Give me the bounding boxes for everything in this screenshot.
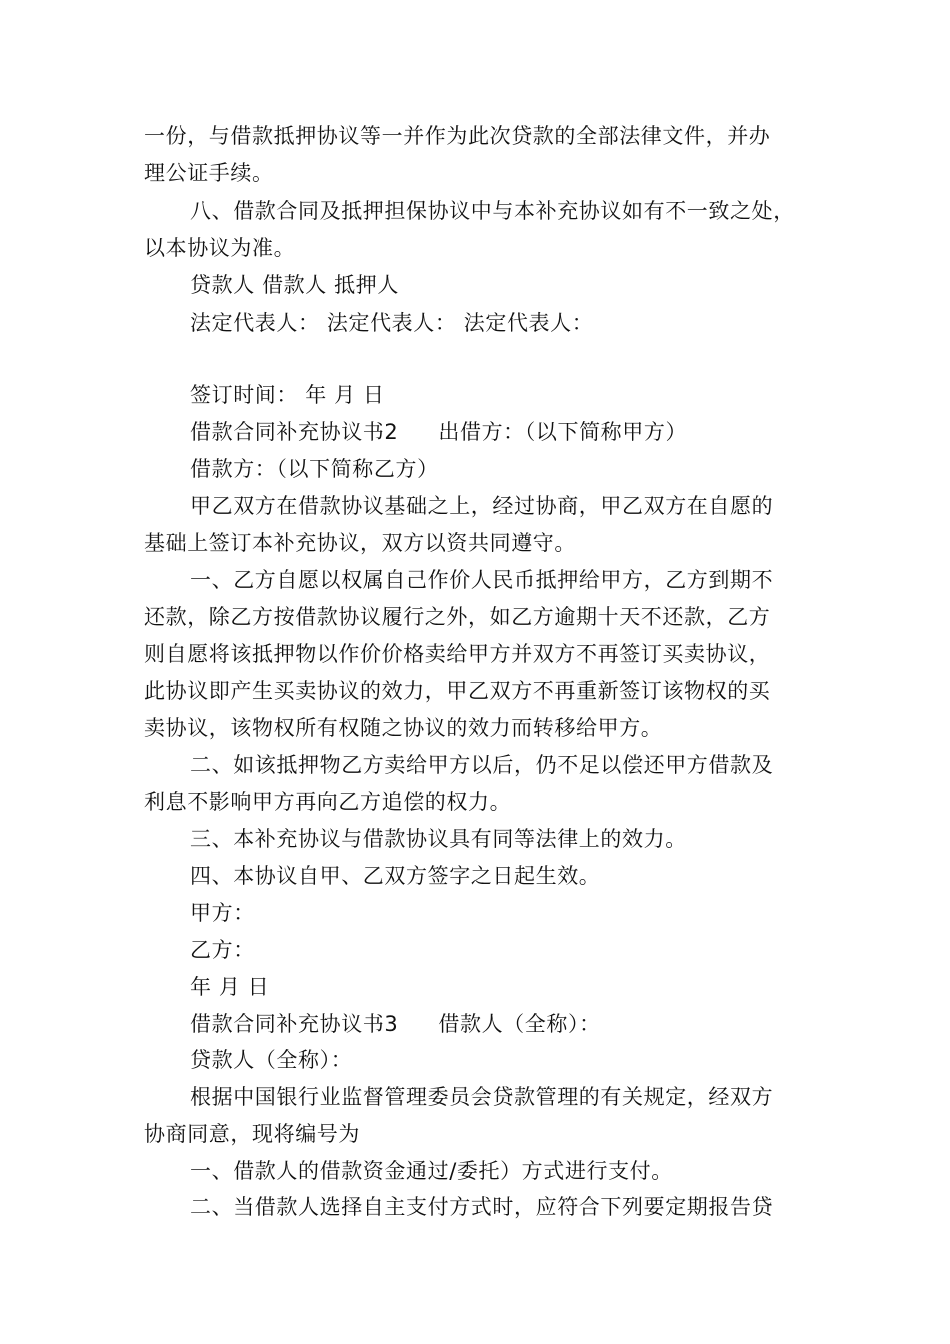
text-line: 法定代表人： 法定代表人： 法定代表人： bbox=[190, 311, 594, 335]
text-line: 二、当借款人选择自主支付方式时，应符合下列要定期报告贷 bbox=[190, 1195, 774, 1219]
text-line: 利息不影响甲方再向乙方追偿的权力。 bbox=[144, 790, 512, 814]
text-line: 一份，与借款抵押协议等一并作为此次贷款的全部法律文件，并办 bbox=[144, 124, 771, 148]
text-line: 贷款人（全称）： bbox=[190, 1048, 353, 1072]
text-line: 理公证手续。 bbox=[144, 161, 274, 185]
text-line: 贷款人 借款人 抵押人 bbox=[190, 273, 399, 297]
text-segment: 借款人（全称）： bbox=[438, 1012, 601, 1036]
text-line: 年 月 日 bbox=[190, 975, 270, 999]
text-segment: 出借方：（以下简称甲方） bbox=[438, 420, 688, 444]
text-line: 一、借款人的借款资金通过/委托）方式进行支付。 bbox=[190, 1159, 673, 1183]
text-line: 八、借款合同及抵押担保协议中与本补充协议如有不一致之处， bbox=[190, 199, 795, 223]
text-line: 乙方： bbox=[190, 938, 255, 962]
text-line: 借款方：（以下简称乙方） bbox=[190, 457, 439, 481]
text-line: 四、本协议自甲、乙双方签字之日起生效。 bbox=[190, 864, 601, 888]
text-line: 此协议即产生买卖协议的效力，甲乙双方不再重新签订该物权的买 bbox=[144, 679, 771, 703]
text-line: 基础上签订本补充协议，双方以资共同遵守。 bbox=[144, 531, 576, 555]
text-line bbox=[190, 1010, 601, 1038]
text-line: 甲方： bbox=[190, 901, 255, 925]
text-line: 三、本补充协议与借款协议具有同等法律上的效力。 bbox=[190, 827, 687, 851]
text-line: 还款，除乙方按借款协议履行之外，如乙方逾期十天不还款，乙方 bbox=[144, 605, 771, 629]
text-line bbox=[190, 418, 687, 446]
text-line: 根据中国银行业监督管理委员会贷款管理的有关规定，经双方 bbox=[190, 1085, 774, 1109]
text-line: 签订时间： 年 月 日 bbox=[190, 383, 385, 407]
section-title: 借款合同补充协议书3 bbox=[190, 1012, 399, 1036]
text-line: 以本协议为准。 bbox=[144, 236, 296, 260]
section-title: 借款合同补充协议书2 bbox=[190, 420, 399, 444]
text-line: 则自愿将该抵押物以作价价格卖给甲方并双方不再签订买卖协议， bbox=[144, 642, 771, 666]
text-line: 二、如该抵押物乙方卖给甲方以后，仍不足以偿还甲方借款及 bbox=[190, 753, 774, 777]
text-line: 协商同意，现将编号为 bbox=[144, 1122, 360, 1146]
text-line: 一、乙方自愿以权属自己作价人民币抵押给甲方，乙方到期不 bbox=[190, 568, 774, 592]
text-line: 卖协议，该物权所有权随之协议的效力而转移给甲方。 bbox=[144, 716, 663, 740]
text-line: 甲乙双方在借款协议基础之上，经过协商，甲乙双方在自愿的 bbox=[190, 494, 774, 518]
